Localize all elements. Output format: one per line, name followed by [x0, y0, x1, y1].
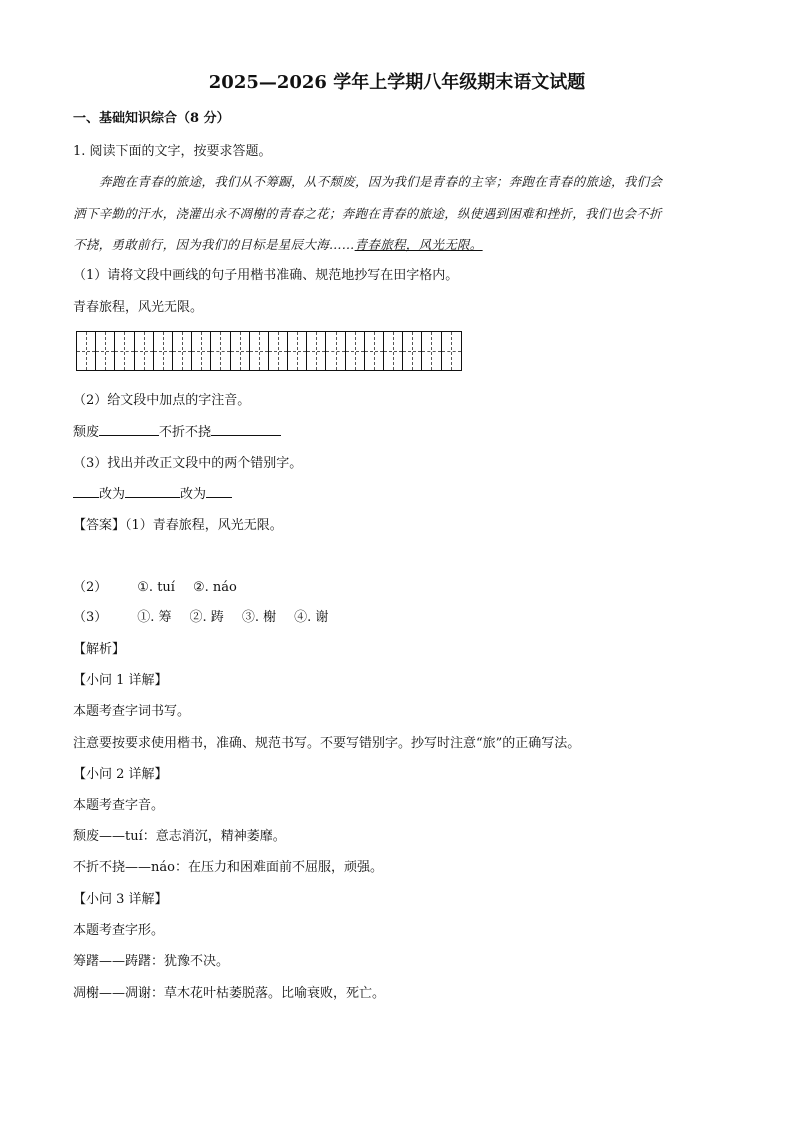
grid-cell[interactable] — [135, 332, 154, 370]
answer-option: ②. náo — [192, 580, 237, 595]
analysis-label: 【解析】 — [73, 642, 126, 657]
answer-option: ①. 筹 — [137, 610, 172, 625]
grid-cell[interactable] — [326, 332, 345, 370]
sub-question-3: （3）找出并改正文段中的两个错别字。 — [73, 456, 303, 471]
answer-line-1 — [73, 517, 283, 535]
passage-line-2: 洒下辛勤的汗水，浇灌出永不凋榭的青春之花；奔跑在青春的旅途，纵使遇到困难和挫折，我们也会不折 — [73, 206, 662, 221]
word-1: 颓废 — [73, 425, 100, 440]
answer-option: ④. 谢 — [294, 610, 329, 625]
grid-cell[interactable] — [269, 332, 288, 370]
page-title: 2025—2026 学年上学期八年级期末语文试题 — [208, 72, 586, 93]
grid-cell[interactable] — [403, 332, 422, 370]
answer-option: ①. tuí — [137, 580, 175, 595]
passage-line-3 — [73, 236, 483, 254]
analysis-text: 注意要按要求使用楷书，准确、规范书写。不要写错别字。抄写时注意“旅”的正确写法。 — [73, 736, 581, 751]
passage-text: 不挠，勇敢前行，因为我们的目标是星辰大海…… — [73, 237, 355, 252]
grid-cell[interactable] — [365, 332, 384, 370]
grid-cell[interactable] — [173, 332, 192, 370]
grid-cell[interactable] — [96, 332, 115, 370]
analysis-text: 凋榭——凋谢：草木花叶枯萎脱落。比喻衰败，死亡。 — [73, 986, 386, 1001]
grid-cell[interactable] — [422, 332, 441, 370]
grid-cell[interactable] — [442, 332, 461, 370]
answer-1: （1）青春旅程，风光无限。 — [125, 518, 283, 533]
grid-cell[interactable] — [384, 332, 403, 370]
grid-cell[interactable] — [192, 332, 211, 370]
change-to-label: 改为 — [180, 487, 207, 502]
grid-cell[interactable] — [307, 332, 326, 370]
answer-label: 【答案】 — [73, 518, 126, 533]
copy-text: 青春旅程，风光无限。 — [73, 300, 204, 315]
grid-cell[interactable] — [250, 332, 269, 370]
answer-blank[interactable] — [99, 423, 159, 436]
change-to-label: 改为 — [99, 487, 126, 502]
sub-question-1: （1）请将文段中画线的句子用楷书准确、规范地抄写在田字格内。 — [73, 268, 459, 283]
answer-blank[interactable] — [125, 485, 180, 498]
answer-option: ③. 榭 — [241, 610, 277, 625]
sub-analysis-2-label: 【小问 2 详解】 — [73, 767, 168, 782]
analysis-text: 本题考查字音。 — [73, 798, 165, 813]
answer-option: ②. 踌 — [189, 610, 224, 625]
answer-blank[interactable] — [206, 485, 232, 498]
answer-line-3 — [73, 609, 346, 627]
grid-cell[interactable] — [77, 332, 96, 370]
analysis-text: 不折不挠——náo：在压力和困难面前不屈服，顽强。 — [73, 860, 383, 875]
grid-cell[interactable] — [154, 332, 173, 370]
analysis-text: 本题考查字词书写。 — [73, 704, 191, 719]
analysis-text: 本题考查字形。 — [73, 923, 165, 938]
word-2: 不折不挠 — [159, 425, 212, 440]
grid-cell[interactable] — [115, 332, 134, 370]
section-heading: 一、基础知识综合（8 分） — [73, 111, 230, 126]
answer-blank[interactable] — [73, 485, 99, 498]
pinyin-blanks — [73, 423, 281, 442]
analysis-text: 颓废——tuí：意志消沉，精神萎靡。 — [73, 829, 286, 844]
correction-blanks — [73, 485, 232, 504]
answer-number: （3） — [73, 610, 108, 625]
sub-analysis-3-label: 【小问 3 详解】 — [73, 892, 168, 907]
answer-line-2 — [73, 579, 255, 597]
question-stem: 1. 阅读下面的文字，按要求答题。 — [73, 144, 272, 159]
sub-analysis-1-label: 【小问 1 详解】 — [73, 673, 168, 688]
grid-cell[interactable] — [288, 332, 307, 370]
grid-cell[interactable] — [346, 332, 365, 370]
answer-blank[interactable] — [211, 423, 281, 436]
underlined-sentence: 青春旅程，风光无限。 — [354, 237, 483, 252]
tianzige-grid[interactable] — [76, 331, 462, 371]
passage-line-1: 奔跑在青春的旅途，我们从不筹蹰，从不颓废，因为我们是青春的主宰；奔跑在青春的旅途，我们会 — [99, 174, 663, 189]
grid-cell[interactable] — [211, 332, 230, 370]
sub-question-2: （2）给文段中加点的字注音。 — [73, 393, 251, 408]
analysis-text: 筹躇——踌躇：犹豫不决。 — [73, 954, 230, 969]
grid-cell[interactable] — [231, 332, 250, 370]
answer-number: （2） — [73, 580, 108, 595]
